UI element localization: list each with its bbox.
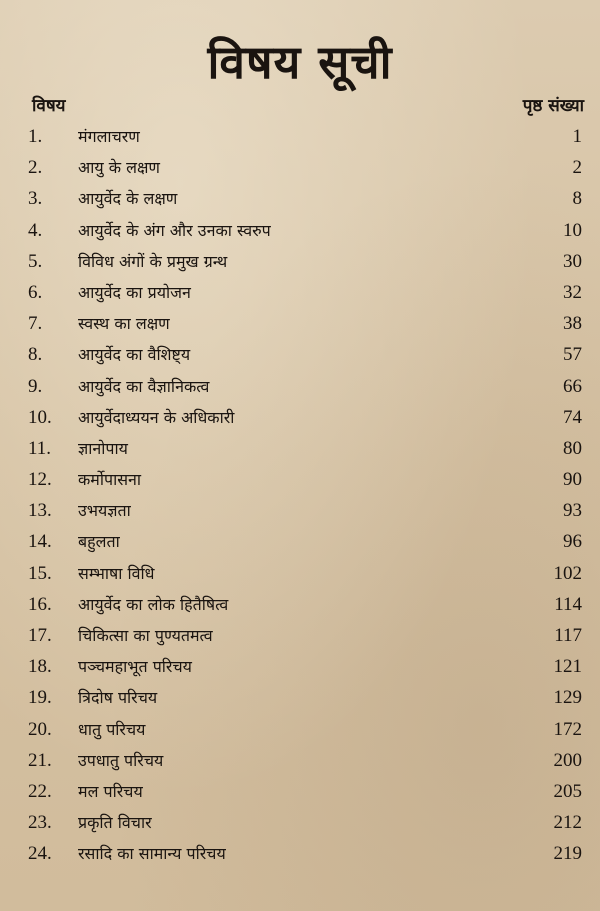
toc-row — [0, 838, 600, 869]
entry-number: 12. — [28, 469, 52, 491]
entry-title: मंगलाचरण — [78, 127, 140, 146]
entry-title: आयुर्वेदाध्ययन के अधिकारी — [78, 407, 235, 427]
entry-title: बहुलता — [78, 532, 120, 552]
toc-row — [0, 152, 600, 183]
toc-row — [0, 339, 600, 370]
entry-page-number: 121 — [553, 656, 582, 678]
entry-title: पञ्चमहाभूत परिचय — [78, 657, 192, 677]
page-number-column-header: पृष्ठ संख्या — [522, 96, 584, 116]
toc-row — [0, 620, 600, 651]
entry-title: मल परिचय — [78, 781, 143, 801]
toc-row — [0, 558, 600, 589]
entry-number: 23. — [28, 812, 52, 834]
toc-row — [0, 745, 600, 776]
entry-page-number: 96 — [563, 531, 582, 553]
entry-title: आयुर्वेद के लक्षण — [78, 189, 178, 209]
entry-title: रसादि का सामान्य परिचय — [78, 844, 226, 864]
toc-row — [0, 371, 600, 402]
entry-title: आयुर्वेद के अंग और उनका स्वरुप — [78, 220, 271, 240]
entry-title: उपधातु परिचय — [78, 750, 164, 770]
table-of-contents — [0, 121, 600, 870]
toc-row — [0, 526, 600, 557]
toc-row — [0, 402, 600, 433]
entry-number: 5. — [28, 250, 43, 272]
entry-number: 19. — [28, 687, 52, 709]
entry-title: विविध अंगों के प्रमुख ग्रन्थ — [78, 251, 228, 271]
entry-page-number: 129 — [553, 687, 582, 709]
entry-page-number: 114 — [554, 593, 582, 615]
entry-page-number: 38 — [563, 313, 582, 335]
entry-title: आयुर्वेद का प्रयोजन — [78, 282, 191, 302]
entry-number: 17. — [28, 625, 52, 646]
page-title: विषय सूची — [207, 35, 393, 89]
toc-row — [0, 495, 600, 526]
entry-title: प्रकृति विचार — [78, 813, 152, 833]
entry-number: 22. — [28, 780, 52, 802]
entry-title: कर्मोपासना — [78, 470, 142, 490]
entry-title: आयु के लक्षण — [78, 158, 160, 178]
entry-page-number: 200 — [553, 749, 582, 771]
entry-number: 4. — [28, 219, 43, 241]
toc-row — [0, 776, 600, 807]
entry-number: 13. — [28, 500, 52, 522]
entry-number: 2. — [28, 157, 43, 179]
entry-number: 20. — [28, 718, 52, 740]
entry-page-number: 205 — [553, 780, 582, 802]
entry-number: 6. — [28, 281, 43, 303]
entry-title: उभयज्ञता — [78, 501, 131, 521]
entry-page-number: 212 — [553, 812, 582, 834]
entry-page-number: 32 — [563, 281, 582, 303]
toc-row — [0, 215, 600, 246]
toc-row — [0, 246, 600, 277]
entry-title: आयुर्वेद का वैशिष्ट्य — [78, 345, 191, 365]
toc-row — [0, 682, 600, 713]
toc-row — [0, 277, 600, 308]
entry-title: आयुर्वेद का लोक हितैषित्व — [78, 594, 229, 614]
entry-title: आयुर्वेद का वैज्ञानिकत्व — [78, 376, 210, 396]
toc-row — [0, 183, 600, 214]
entry-page-number: 90 — [563, 469, 582, 491]
entry-number: 9. — [28, 375, 43, 397]
entry-page-number: 117 — [554, 625, 582, 646]
subject-column-header: विषय — [32, 96, 66, 116]
entry-page-number: 57 — [563, 344, 582, 366]
entry-page-number: 93 — [563, 500, 582, 522]
entry-number: 3. — [28, 188, 43, 210]
entry-title: सम्भाषा विधि — [78, 563, 155, 583]
toc-row — [0, 433, 600, 464]
entry-title: धातु परिचय — [78, 719, 146, 739]
entry-title: ज्ञानोपाय — [78, 438, 128, 458]
entry-number: 21. — [28, 749, 52, 771]
entry-title: चिकित्सा का पुण्यतमत्व — [78, 626, 213, 645]
entry-title: स्वस्थ का लक्षण — [78, 314, 170, 334]
entry-title: त्रिदोष परिचय — [78, 688, 158, 708]
entry-number: 11. — [28, 437, 52, 459]
entry-page-number: 1 — [572, 126, 582, 147]
entry-number: 14. — [28, 531, 52, 553]
entry-page-number: 74 — [563, 406, 582, 428]
entry-number: 18. — [28, 656, 52, 678]
entry-page-number: 172 — [553, 718, 582, 740]
entry-page-number: 80 — [563, 437, 582, 459]
entry-page-number: 30 — [563, 250, 582, 272]
entry-number: 16. — [28, 593, 52, 615]
entry-page-number: 8 — [572, 188, 582, 210]
toc-row — [0, 308, 600, 339]
entry-page-number: 219 — [553, 843, 582, 865]
entry-number: 7. — [28, 313, 43, 335]
toc-row — [0, 651, 600, 682]
toc-row — [0, 714, 600, 745]
entry-page-number: 10 — [563, 219, 582, 241]
entry-number: 1. — [28, 126, 43, 147]
entry-number: 15. — [28, 562, 52, 584]
entry-page-number: 2 — [572, 157, 582, 179]
entry-number: 10. — [28, 406, 52, 428]
toc-row — [0, 589, 600, 620]
entry-page-number: 66 — [563, 375, 582, 397]
entry-number: 8. — [28, 344, 43, 366]
entry-number: 24. — [28, 843, 52, 865]
toc-row — [0, 121, 600, 152]
toc-row — [0, 464, 600, 495]
entry-page-number: 102 — [553, 562, 582, 584]
toc-row — [0, 807, 600, 838]
